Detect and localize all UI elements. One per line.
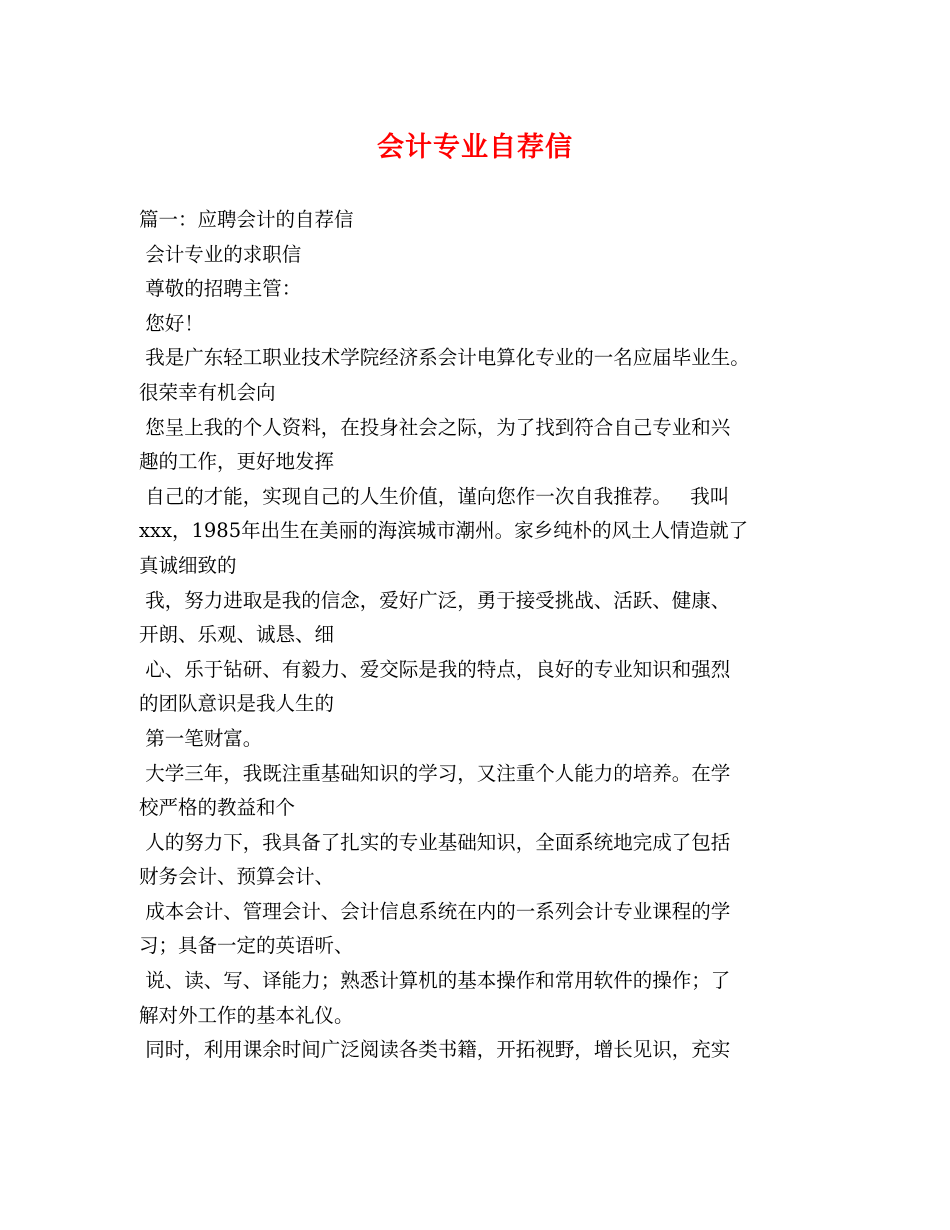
text-line: 我是广东轻工职业技术学院经济系会计电算化专业的一名应届毕业生。 [139, 346, 750, 370]
document-title: 会计专业自荐信 [377, 132, 573, 163]
text-line: 同时，利用课余时间广泛阅读各类书籍，开拓视野，增长见识，充实 [139, 1038, 731, 1062]
text-line: 自己的才能，实现自己的人生价值，谨向您作一次自我推荐。 我叫 [139, 484, 730, 508]
text-line: 您好！ [139, 311, 204, 335]
text-line: 大学三年，我既注重基础知识的学习，又注重个人能力的培养。在学 [139, 761, 731, 785]
document-body [139, 203, 819, 1068]
text-line: 成本会计、管理会计、会计信息系统在内的一系列会计专业课程的学 [139, 899, 731, 923]
text-line: xxx，1985年出生在美丽的海滨城市潮州。家乡纯朴的风土人情造就了 [139, 519, 749, 543]
text-line: 趣的工作，更好地发挥 [139, 450, 335, 474]
text-line: 校严格的教益和个 [139, 796, 296, 820]
text-line: 的团队意识是我人生的 [139, 692, 335, 716]
text-line: 第一笔财富。 [139, 726, 263, 750]
text-line: 我，努力进取是我的信念，爱好广泛，勇于接受挑战、活跃、健康、 [139, 588, 731, 612]
text-line: 您呈上我的个人资料，在投身社会之际，为了找到符合自己专业和兴 [139, 415, 731, 439]
text-line: 尊敬的招聘主管： [139, 277, 302, 301]
text-line: 习；具备一定的英语听、 [139, 934, 354, 958]
text-line: 开朗、乐观、诚恳、细 [139, 623, 335, 647]
text-line: 会计专业的求职信 [139, 242, 302, 266]
text-line: 真诚细致的 [139, 553, 237, 577]
text-line: 说、读、写、译能力；熟悉计算机的基本操作和常用软件的操作；了 [139, 969, 731, 993]
text-line: 篇一：应聘会计的自荐信 [139, 208, 354, 231]
text-line: 人的努力下，我具备了扎实的专业基础知识，全面系统地完成了包括 [139, 830, 731, 854]
text-line: 财务会计、预算会计、 [139, 865, 335, 889]
text-line: 心、乐于钻研、有毅力、爱交际是我的特点，良好的专业知识和强烈 [139, 657, 731, 681]
text-line: 很荣幸有机会向 [139, 380, 276, 404]
text-line: 解对外工作的基本礼仪。 [139, 1003, 354, 1027]
